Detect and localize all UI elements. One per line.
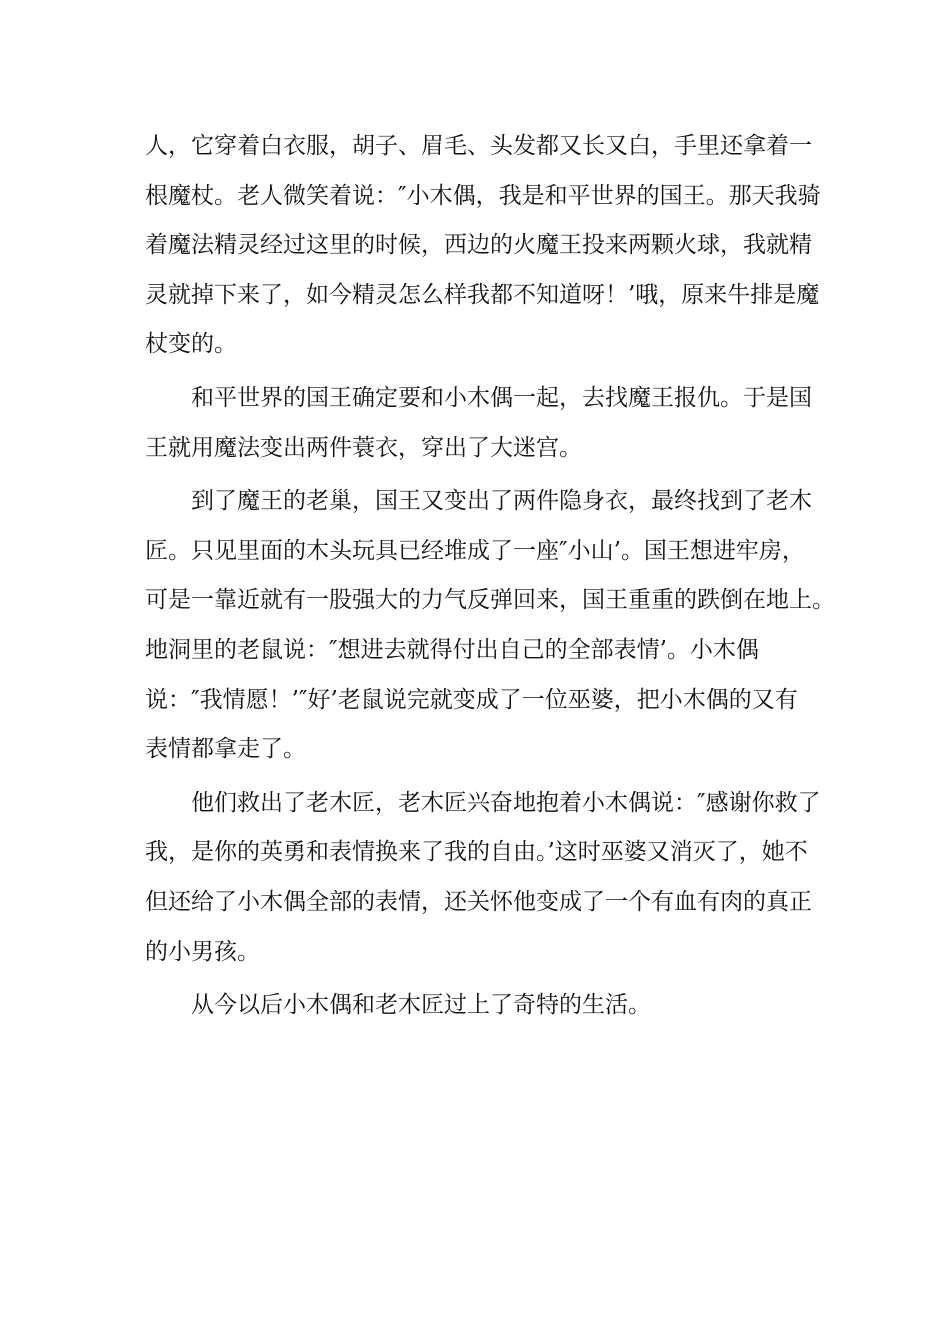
paragraph-3: [145, 477, 835, 775]
text-line: 和平世界的国王确定要和小木偶一起，去找魔王报仇。于是国: [191, 384, 812, 411]
text-line: 说：″我情愿！’″好’老鼠说完就变成了一位巫婆，把小木偶的又有: [145, 686, 798, 713]
text-line: 王就用魔法变出两件蓑衣，穿出了大迷宫。: [145, 434, 582, 461]
text-line: 表情都拿走了。: [145, 736, 306, 763]
paragraph-2: [145, 374, 825, 473]
text-line: 匠。只见里面的木头玩具已经堆成了一座″小山’。国王想进牢房，: [145, 537, 805, 564]
paragraph-4: [145, 779, 825, 977]
text-line: 他们救出了老木匠，老木匠兴奋地抱着小木偶说：″感谢你救了: [191, 789, 821, 816]
text-line: 的小男孩。: [145, 938, 260, 965]
text-line: 地洞里的老鼠说：″想进去就得付出自己的全部表情’。小木偶: [145, 636, 759, 663]
text-line: 根魔杖。老人微笑着说：″小木偶，我是和平世界的国王。那天我骑: [145, 182, 821, 209]
text-line: 人，它穿着白衣服，胡子、眉毛、头发都又长又白，手里还拿着一: [145, 133, 812, 159]
text-line: 着魔法精灵经过这里的时候，西边的火魔王投来两颗火球，我就精: [145, 232, 812, 259]
text-line: 灵就掉下来了，如今精灵怎么样我都不知道呀！’哦，原来牛排是魔: [145, 281, 820, 308]
paragraph-1: [145, 122, 825, 370]
text-line: 我，是你的英勇和表情换来了我的自由。’这时巫婆又消灭了，她不: [145, 839, 808, 866]
text-line: 到了魔王的老巢，国王又变出了两件隐身衣，最终找到了老木: [191, 488, 812, 515]
text-line: 可是一靠近就有一股强大的力气反弹回来，国王重重的跌倒在地上。: [145, 587, 835, 614]
paragraph-5: [145, 981, 825, 1031]
text-line: 但还给了小木偶全部的表情，还关怀他变成了一个有血有肉的真正: [145, 888, 812, 915]
text-line: 从今以后小木偶和老木匠过上了奇特的生活。: [191, 992, 651, 1019]
text-line: 杖变的。: [145, 331, 237, 358]
story-text: [145, 122, 835, 1035]
